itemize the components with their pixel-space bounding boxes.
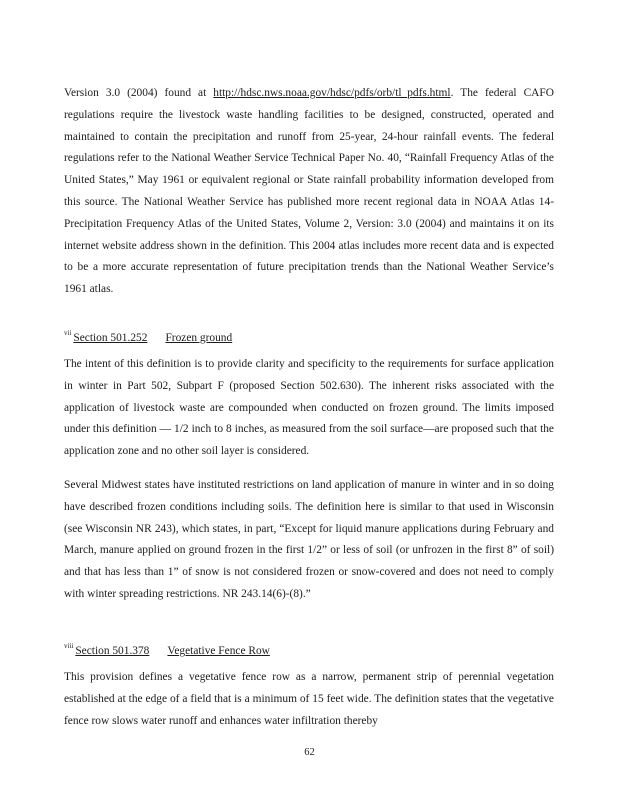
noaa-atlas-link[interactable]: http://hdsc.nws.noaa.gov/hdsc/pdfs/orb/tl_pdfs.html (213, 87, 451, 99)
paragraph-text: This provision defines a vegetative fence row as a narrow, permanent strip of perennial vegetation established at the edge of a field that is a minimum of 15 feet wide. The definition states that the vegetative fence row slows water runoff and enhances water infiltration thereby (64, 671, 554, 727)
endnote-marker: vii (64, 329, 72, 337)
section-title: Frozen ground (165, 332, 233, 344)
section-number: Section 501.252 (73, 332, 148, 344)
section-heading-vegetative-fence-row (64, 636, 554, 663)
paragraph-noaa-atlas (64, 83, 554, 301)
paragraph-vegetative-fence-row (64, 667, 554, 732)
paragraph-text: . The federal CAFO regulations require the livestock waste handling facilities to be designed, constructed, operated and maintained to contain the precipitation and runoff from 25-year, 24-hour rainfall events. The federal regulations refer to the National Weather Service Technical Paper No. 40, “Rainfall Frequency Atlas of the United States,” May 1961 or equivalent regional or State rainfall probability information developed from this source. The National Weather Service has published more recent regional data in NOAA Atlas 14-Precipitation Frequency Atlas of the United States, Volume 2, Version: 3.0 (2004) and maintains it on its internet website address shown in the definition. This 2004 atlas includes more recent data and is expected to be a more accurate representation of future precipitation trends than the National Weather Service’s 1961 atlas. (64, 87, 554, 296)
paragraph-text: Several Midwest states have instituted restrictions on land application of manure in winter and in so doing have described frozen conditions including soils. The definition here is similar to that used in Wisconsin (see Wisconsin NR 243), which states, in part, “Except for liquid manure applications during February and March, manure applied on ground frozen in the first 1/2” or less of soil (or unfrozen in the first 8” of soil) and that has less than 1” of snow is not considered frozen or snow-covered and does not need to comply with winter spreading restrictions. NR 243.14(6)-(8).” (64, 479, 554, 600)
endnote-marker: viii (64, 642, 74, 650)
paragraph-text: Version 3.0 (2004) found at (64, 87, 214, 99)
paragraph-frozen-ground-intent (64, 354, 554, 463)
paragraph-text: The intent of this definition is to provide clarity and specificity to the requirements for surface application in winter in Part 502, Subpart F (proposed Section 502.630). The inherent risks associated with the application of livestock waste are compounded when conducted on frozen ground. The limits imposed under this definition — 1/2 inch to 8 inches, as measured from the soil surface—are proposed such that the application zone and no other soil layer is considered. (64, 358, 554, 458)
page-number: 62 (304, 747, 315, 758)
section-title: Vegetative Fence Row (167, 645, 270, 657)
section-heading-frozen-ground (64, 323, 554, 350)
section-number: Section 501.378 (75, 645, 150, 657)
paragraph-midwest-states (64, 475, 554, 606)
